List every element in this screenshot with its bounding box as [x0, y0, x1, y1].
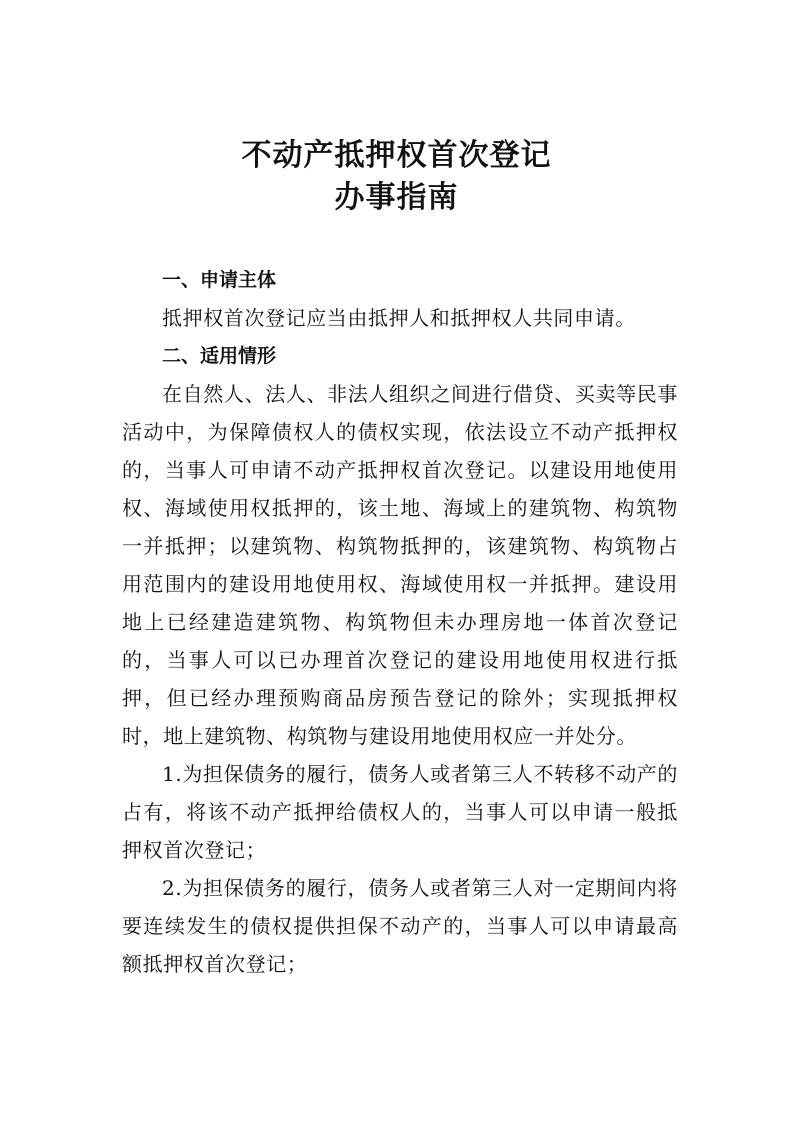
- section-paragraph-item-1: 1.为担保债务的履行，债务人或者第三人不转移不动产的占有，将该不动产抵押给债权人的，当事人可以申请一般抵押权首次登记；: [122, 762, 678, 862]
- section-paragraph: 抵押权首次登记应当由抵押人和抵押权人共同申请。: [162, 306, 636, 330]
- document-body: [122, 261, 678, 983]
- section-heading-applicable-cases: 二、适用情形: [162, 345, 277, 367]
- section-heading-applicant: 一、申请主体: [162, 269, 277, 291]
- section-paragraph-item-2: 2.为担保债务的履行，债务人或者第三人对一定期间内将要连续发生的债权提供担保不动产的，当事人可以申请最高额抵押权首次登记；: [122, 876, 678, 976]
- document-title-line2: 办事指南: [334, 180, 459, 215]
- document-title-line1: 不动产抵押权首次登记: [241, 138, 552, 173]
- section-paragraph: 在自然人、法人、非法人组织之间进行借贷、买卖等民事活动中，为保障债权人的债权实现，依法设立不动产抵押权的，当事人可申请不动产抵押权首次登记。以建设用地使用权、海域使用权抵押的，该土地、海域上的建筑物、构筑物一并抵押；以建筑物、构筑物抵押的，该建筑物、构筑物占用范围内的建设用地使用权、海域使用权一并抵押。建设用地上已经建造建筑物、构筑物但未办理房地一体首次登记的，当事人可以已办理首次登记的建设用地使用权进行抵押，但已经办理预购商品房预告登记的除外；实现抵押权时，地上建筑物、构筑物与建设用地使用权应一并处分。: [122, 382, 678, 748]
